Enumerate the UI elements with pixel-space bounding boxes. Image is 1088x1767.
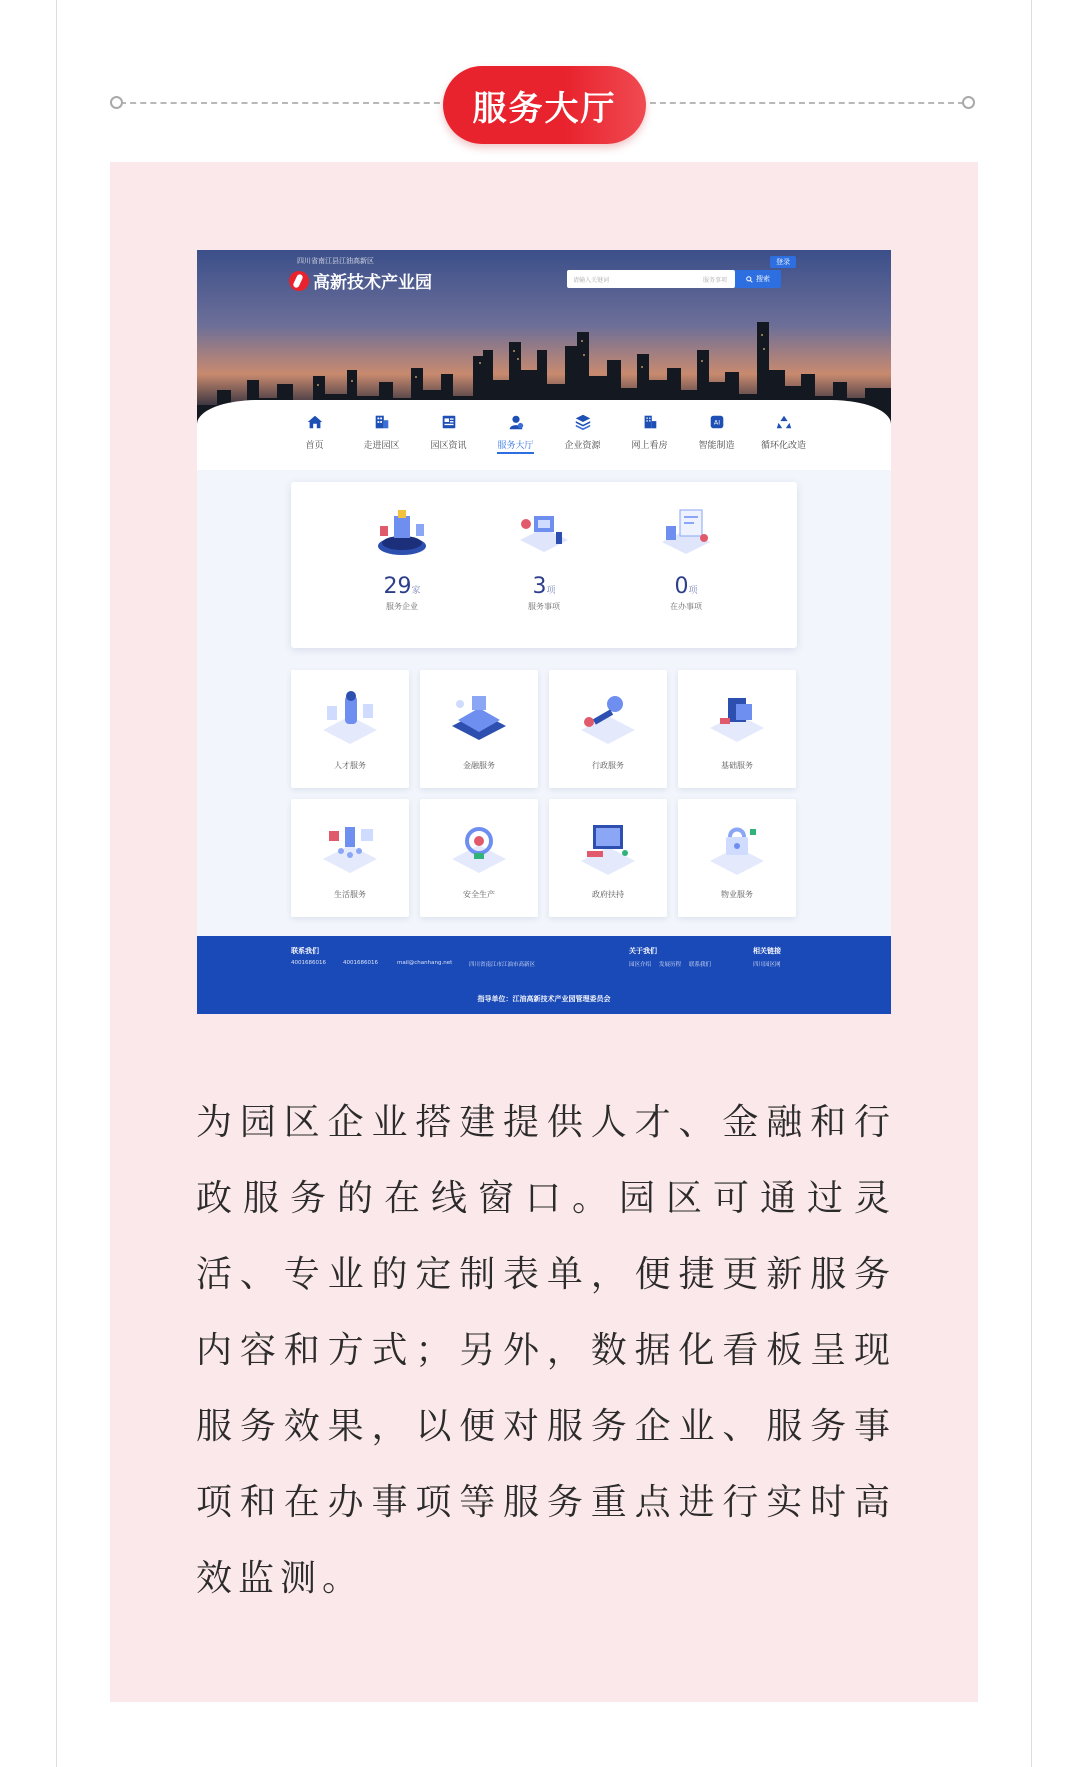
footer-about-link[interactable]: 发展历程	[659, 962, 682, 968]
tile-label: 政府扶持	[592, 890, 624, 899]
finance-service-icon	[444, 686, 514, 748]
search-button[interactable]	[735, 270, 781, 288]
search-icon	[746, 276, 753, 283]
footer-contact-title: 联系我们	[291, 947, 319, 955]
tile-label: 安全生产	[463, 890, 495, 899]
tile-label: 行政服务	[592, 761, 624, 770]
divider-dot-left	[110, 96, 123, 109]
main-nav	[281, 412, 817, 454]
nav-label: 首页	[305, 441, 324, 451]
footer-guide-unit: 指导单位：江油高新技术产业园管理委员会	[477, 995, 611, 1003]
search-button-label: 搜索	[756, 275, 770, 283]
stat-value: 29家	[383, 574, 421, 599]
divider-dot-right	[962, 96, 975, 109]
footer-about-link[interactable]: 园区介绍	[629, 962, 652, 968]
search-input[interactable]	[567, 270, 735, 288]
stats-dashboard	[291, 482, 797, 648]
tile-label: 生活服务	[334, 890, 366, 899]
safety-production-icon	[444, 815, 514, 877]
nav-label: 走进园区	[363, 441, 400, 451]
tile-finance-service[interactable]	[420, 670, 538, 788]
footer-about-link[interactable]: 联系我们	[689, 962, 712, 968]
tile-life-service[interactable]	[291, 799, 409, 917]
site-subtitle: 四川省南江县江油高新区	[297, 257, 374, 265]
section-divider-left	[120, 102, 450, 104]
tile-talent-service[interactable]	[291, 670, 409, 788]
site-logo-text: 高新技术产业园	[313, 273, 432, 293]
tile-label: 金融服务	[463, 761, 495, 770]
service-items-illustration-icon	[512, 502, 576, 562]
pending-items-illustration-icon	[654, 502, 718, 562]
site-logo[interactable]	[289, 268, 432, 293]
website-screenshot	[197, 250, 891, 1014]
tile-safety-production[interactable]	[420, 799, 538, 917]
nav-label: 服务大厅	[497, 438, 533, 454]
description-text: 为园区企业搭建提供人才、金融和行政服务的在线窗口。园区可通过灵活、专业的定制表单，便捷更新服务内容和方式；另外，数据化看板呈现服务效果，以便对服务企业、服务事项和在办事项等服务重点进行实时高效监测。	[196, 1102, 896, 1599]
service-user-icon	[506, 412, 526, 432]
tile-label: 物业服务	[721, 890, 753, 899]
nav-label: 企业资源	[564, 441, 601, 451]
search-scope-select[interactable]: 服务事项	[702, 276, 727, 284]
footer-related-title: 相关链接	[753, 947, 781, 955]
footer-about-title: 关于我们	[629, 947, 657, 955]
section-title: 服务大厅	[443, 66, 646, 144]
layers-icon	[573, 412, 593, 432]
recycle-icon	[774, 412, 794, 432]
tile-label: 基础服务	[721, 761, 753, 770]
ai-chip-icon	[707, 412, 727, 432]
stat-value: 0项	[674, 574, 698, 599]
gov-support-icon	[573, 815, 643, 877]
tile-label: 人才服务	[334, 761, 366, 770]
stat-label: 服务事项	[528, 602, 560, 611]
property-lock-icon	[702, 815, 772, 877]
footer-related-link[interactable]: 四川园区网	[753, 962, 781, 968]
search-placeholder: 请输入关键词	[573, 276, 610, 284]
nav-label: 循环化改造	[760, 441, 806, 451]
footer-email[interactable]: mail@chanhang.net	[397, 960, 453, 966]
enterprise-illustration-icon	[370, 502, 434, 562]
site-footer	[197, 936, 891, 1014]
stat-label: 服务企业	[386, 602, 418, 611]
house-icon	[640, 412, 660, 432]
nav-label: 园区资讯	[430, 441, 467, 451]
footer-phone-1: 4001686016	[291, 960, 326, 966]
logo-icon	[289, 271, 309, 291]
nav-item-recycling[interactable]	[750, 412, 817, 454]
life-service-icon	[315, 815, 385, 877]
building-icon	[372, 412, 392, 432]
nav-item-smart-manufacturing[interactable]	[683, 412, 750, 454]
nav-item-online-housing[interactable]	[616, 412, 683, 454]
tile-property-service[interactable]	[678, 799, 796, 917]
svg-text:AI: AI	[713, 419, 720, 427]
nav-item-service-hall[interactable]	[482, 412, 549, 454]
home-icon	[305, 412, 325, 432]
stat-label: 在办事项	[670, 602, 702, 611]
stat-value: 3项	[532, 574, 556, 599]
login-button[interactable]: 登录	[770, 256, 796, 268]
nav-item-resources[interactable]	[549, 412, 616, 454]
stat-service-items[interactable]	[489, 482, 599, 648]
talent-service-icon	[315, 686, 385, 748]
news-icon	[439, 412, 459, 432]
section-divider-right	[640, 102, 964, 104]
nav-label: 网上看房	[631, 441, 668, 451]
basic-service-icon	[702, 686, 772, 748]
footer-address: 四川省南江市江油市高新区	[469, 962, 536, 968]
nav-item-home[interactable]	[281, 412, 348, 454]
nav-item-news[interactable]	[415, 412, 482, 454]
nav-label: 智能制造	[698, 441, 735, 451]
tile-basic-service[interactable]	[678, 670, 796, 788]
admin-service-icon	[573, 686, 643, 748]
tile-gov-support[interactable]	[549, 799, 667, 917]
tile-admin-service[interactable]	[549, 670, 667, 788]
stat-pending-items[interactable]	[631, 482, 741, 648]
footer-phone-2: 4001686016	[343, 960, 378, 966]
service-tiles	[291, 670, 797, 917]
nav-item-about-park[interactable]	[348, 412, 415, 454]
stat-service-enterprises[interactable]	[347, 482, 457, 648]
